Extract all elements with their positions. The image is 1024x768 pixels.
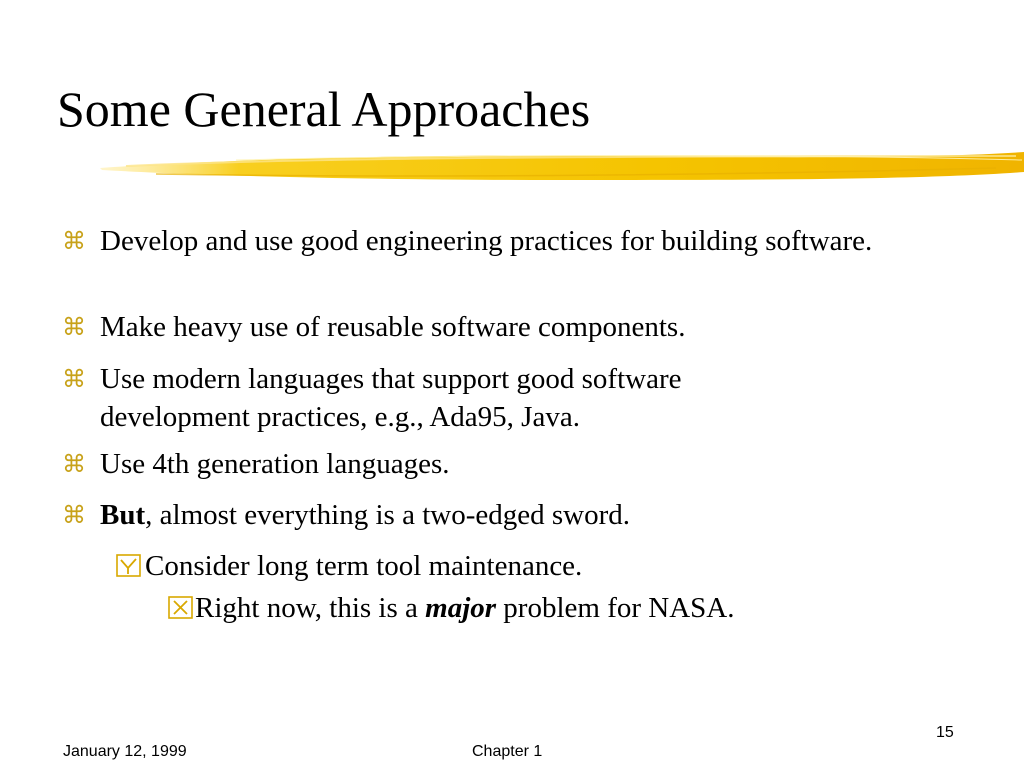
bullet-1-text: Develop and use good engineering practices for building software. [100,225,873,257]
command-key-icon: ⌘ [62,227,86,255]
bullet-5 [62,496,920,534]
bullet-5-bold: But [100,499,146,531]
sub-sub-bullet-text-after: problem for NASA. [496,592,735,624]
title-underline-swoosh [96,146,1024,190]
bullet-3-text: Use modern languages that support good software development practices, e.g., Ada95, Java. [100,363,682,433]
footer-chapter: Chapter 1 [472,743,543,760]
bullet-5-text: , almost everything is a two-edged sword. [145,499,630,531]
sub-sub-bullet-text-before: Right now, this is a [195,592,426,624]
sub-sub-bullet [168,590,734,626]
sub-bullet [116,548,582,584]
sub-bullet-text: Consider long term tool maintenance. [145,550,583,582]
bullet-1 [62,222,900,260]
bullet-3 [62,360,820,436]
x-box-icon [168,596,193,619]
checked-box-icon [116,554,141,577]
bullet-2 [62,308,920,346]
footer-date: January 12, 1999 [63,743,187,760]
bullet-4 [62,445,920,483]
command-key-icon: ⌘ [62,501,86,529]
slide-title: Some General Approaches [57,81,591,137]
page-number: 15 [936,724,954,741]
bullet-4-text: Use 4th generation languages. [100,448,450,480]
command-key-icon: ⌘ [62,365,86,393]
command-key-icon: ⌘ [62,313,86,341]
command-key-icon: ⌘ [62,450,86,478]
sub-sub-bullet-emphasis: major [425,592,497,624]
bullet-2-text: Make heavy use of reusable software components. [100,311,686,343]
